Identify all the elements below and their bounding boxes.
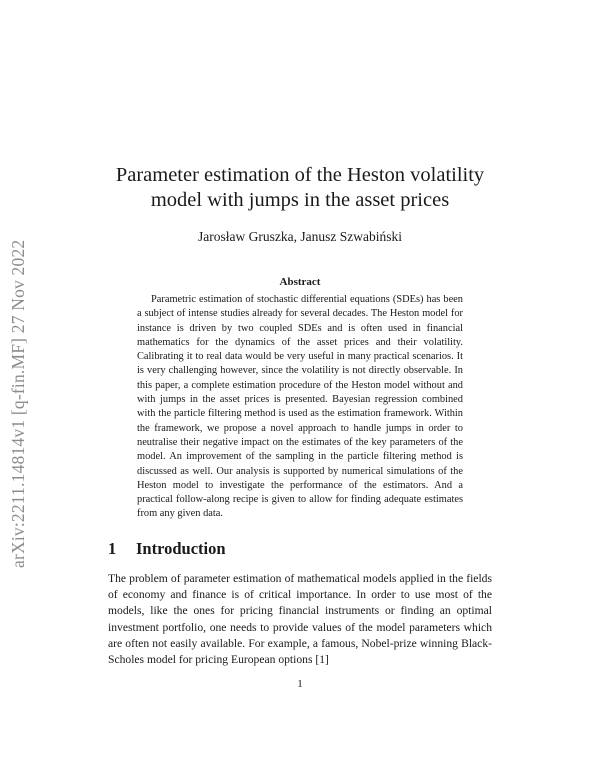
page-number: 1: [297, 678, 303, 690]
paper-title: [100, 163, 500, 213]
arxiv-identifier-stamp: arXiv:2211.14814v1 [q-fin.MF] 27 Nov 2022: [8, 239, 28, 568]
section-number: 1: [108, 539, 117, 558]
section-title: Introduction: [136, 539, 226, 558]
paper-title-line-2: model with jumps in the asset prices: [150, 189, 450, 211]
section-heading: [108, 539, 226, 559]
paper-title-line-1: Parameter estimation of the Heston volatility: [115, 164, 485, 186]
paper-authors: Jarosław Gruszka, Janusz Szwabiński: [198, 229, 402, 244]
abstract-text: Parametric estimation of stochastic differential equations (SDEs) has been a subject of intense studies already for several decades. The Heston model for instance is driven by two coupled SDEs and is often used in financial mathematics for the dynamics of the asset prices and their volatility. Calibrating it to real data would be very useful in many practical scenarios. It is very challenging however, since the volatility is not directly observable. In this paper, a complete estimation procedure of the Heston model without and with jumps in the asset prices is presented. Bayesian regression combined with the particle filtering method is used as the estimation framework. Within the framework, we propose a novel approach to handle jumps in order to neutralise their negative impact on the estimates of the key parameters of the model. An improvement of the sampling in the particle filtering method is discussed as well. Our analysis is supported by numerical simulations of the Heston model to investigate the performance of the estimators. And a practical follow-along recipe is given to allow for finding adequate estimates from any given data.: [137, 294, 463, 520]
introduction-text: The problem of parameter estimation of mathematical models applied in the fields of economy and finance is of critical importance. In order to use most of the models, like the ones for pricing financial instruments or finding an optimal investment portfolio, one needs to provide values of the model parameters which are often not easily available. For example, a famous, Nobel-prize winning Black-Scholes model for pricing European options [1]: [108, 572, 492, 667]
abstract-heading: Abstract: [279, 276, 321, 288]
